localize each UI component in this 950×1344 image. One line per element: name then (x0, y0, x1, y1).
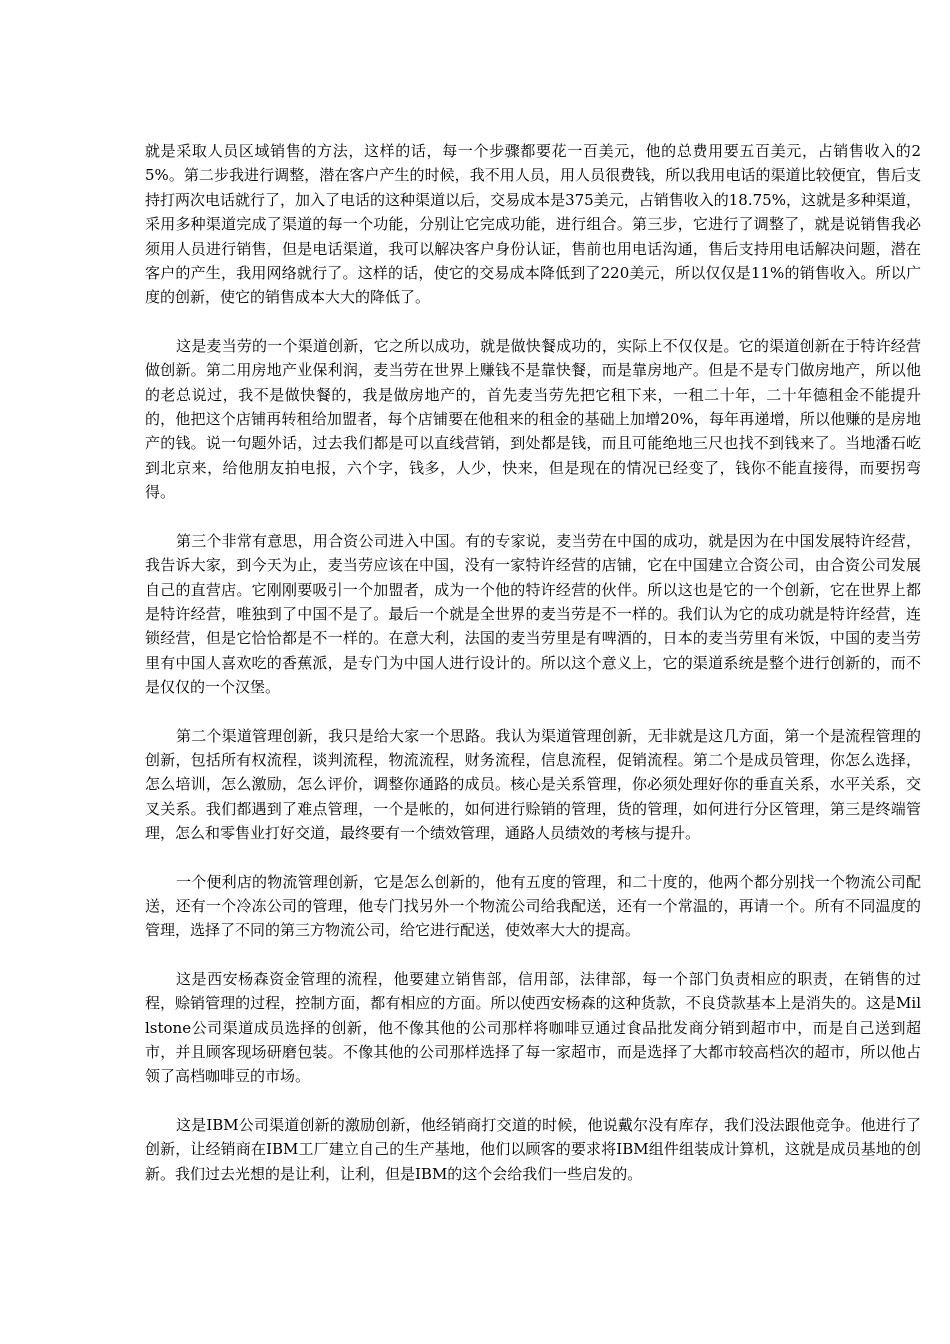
paragraph-3: 第三个非常有意思，用合资公司进入中国。有的专家说，麦当劳在中国的成功，就是因为在中国发展特许经营，我告诉大家，到今天为止，麦当劳应该在中国，没有一家特许经营的店铺，它在中国建立合资公司，由合资公司发展自己的直营店。它刚刚要吸引一个加盟者，成为一个他的特许经营的伙伴。所以这也是它的一个创新，它在世界上都是特许经营，唯独到了中国不是了。最后一个就是全世界的麦当劳是不一样的。我们认为它的成功就是特许经营，连锁经营，但是它恰恰都是不一样的。在意大利，法国的麦当劳里是有啤酒的，日本的麦当劳里有米饭，中国的麦当劳里有中国人喜欢吃的香蕉派，是专门为中国人进行设计的。所以这个意义上，它的渠道系统是整个进行创新的，而不是仅仅的一个汉堡。 (145, 531, 921, 697)
paragraph-gap (145, 505, 921, 529)
paragraph-1: 就是采取人员区域销售的方法，这样的话，每一个步骤都要花一百美元，他的总费用要五百美元，占销售收入的25%。第二步我进行调整，潜在客户产生的时候，我不用人员，用人员很费钱，所以我用电话的渠道比较便宜，售后支持打两次电话就行了，加入了电话的这种渠道以后，交易成本是375美元，占销售收入的18.75%，这就是多种渠道，采用多种渠道完成了渠道的每一个功能，分别让它完成功能，进行组合。第三步，它进行了调整了，就是说销售我必须用人员进行销售，但是电话渠道，我可以解决客户身份认证，售前也用电话沟通，售后支持用电话解决问题，潜在客户的产生，我用网络就行了。这样的话，使它的交易成本降低到了220美元，所以仅仅是11%的销售收入。所以广度的创新，使它的销售成本大大的降低了。 (145, 142, 921, 307)
paragraph-gap (145, 1089, 921, 1113)
paragraph-6: 这是西安杨森资金管理的流程，他要建立销售部，信用部，法律部，每一个部门负责相应的职责，在销售的过程，赊销管理的过程，控制方面，都有相应的方面。所以使西安杨森的这种货款，不良贷款基本上是消失的。这是Millstone公司渠道成员选择的创新，他不像其他的公司那样将咖啡豆通过食品批发商分销到超市中，而是自己送到超市，并且顾客现场研磨包装。不像其他的公司那样选择了每一家超市，而是选择了大都市较高档次的超市，所以他占领了高档咖啡豆的市场。 (145, 969, 921, 1086)
paragraph-4: 第二个渠道管理创新，我只是给大家一个思路。我认为渠道管理创新，无非就是这几方面，第一个是流程管理的创新，包括所有权流程，谈判流程，物流流程，财务流程，信息流程，促销流程。第二个是成员管理，你怎么选择，怎么培训，怎么激励，怎么评价，调整你通路的成员。核心是关系管理，你必须处理好你的垂直关系，水平关系，交叉关系。我们都遇到了难点管理，一个是帐的，如何进行赊销的管理，货的管理，如何进行分区管理，第三是终端管理，怎么和零售业打好交道，最终要有一个绩效管理，通路人员绩效的考核与提升。 (145, 726, 921, 843)
paragraph-gap (145, 846, 921, 870)
paragraph-5: 一个便利店的物流管理创新，它是怎么创新的，他有五度的管理，和二十度的，他两个都分别找一个物流公司配送，还有一个冷冻公司的管理，他专门找另外一个物流公司给我配送，还有一个常温的，再请一个。所有不同温度的管理，选择了不同的第三方物流公司，给它进行配送，使效率大大的提高。 (145, 872, 921, 940)
paragraph-7: 这是IBM公司渠道创新的激励创新，他经销商打交道的时候，他说戴尔没有库存，我们没法跟他竞争。他进行了创新，让经销商在IBM工厂建立自己的生产基地，他们以顾客的要求将IBM组件组装成计算机，这就是成员基地的创新。我们过去光想的是让利，让利，但是IBM的这个会给我们一些启发的。 (145, 1115, 921, 1183)
paragraph-gap (145, 943, 921, 967)
paragraph-2: 这是麦当劳的一个渠道创新，它之所以成功，就是做快餐成功的，实际上不仅仅是。它的渠道创新在于特许经营做创新。第二用房地产业保利润，麦当劳在世界上赚钱不是靠快餐，而是靠房地产。但是不是专门做房地产，所以他的老总说过，我不是做快餐的，我是做房地产的，首先麦当劳先把它租下来，一租二十年，二十年德租金不能提升的，他把这个店铺再转租给加盟者，每个店铺要在他租来的租金的基础上加增20%，每年再递增，所以他赚的是房地产的钱。说一句题外话，过去我们都是可以直线营销，到处都是钱，而且可能绝地三尺也找不到钱来了。当地潘石屹到北京来，给他朋友拍电报，六个字，钱多，人少，快来，但是现在的情况已经变了，钱你不能直接得，而要拐弯得。 (145, 336, 921, 502)
document-body (145, 139, 921, 1186)
paragraph-gap (145, 310, 921, 334)
paragraph-gap (145, 700, 921, 724)
